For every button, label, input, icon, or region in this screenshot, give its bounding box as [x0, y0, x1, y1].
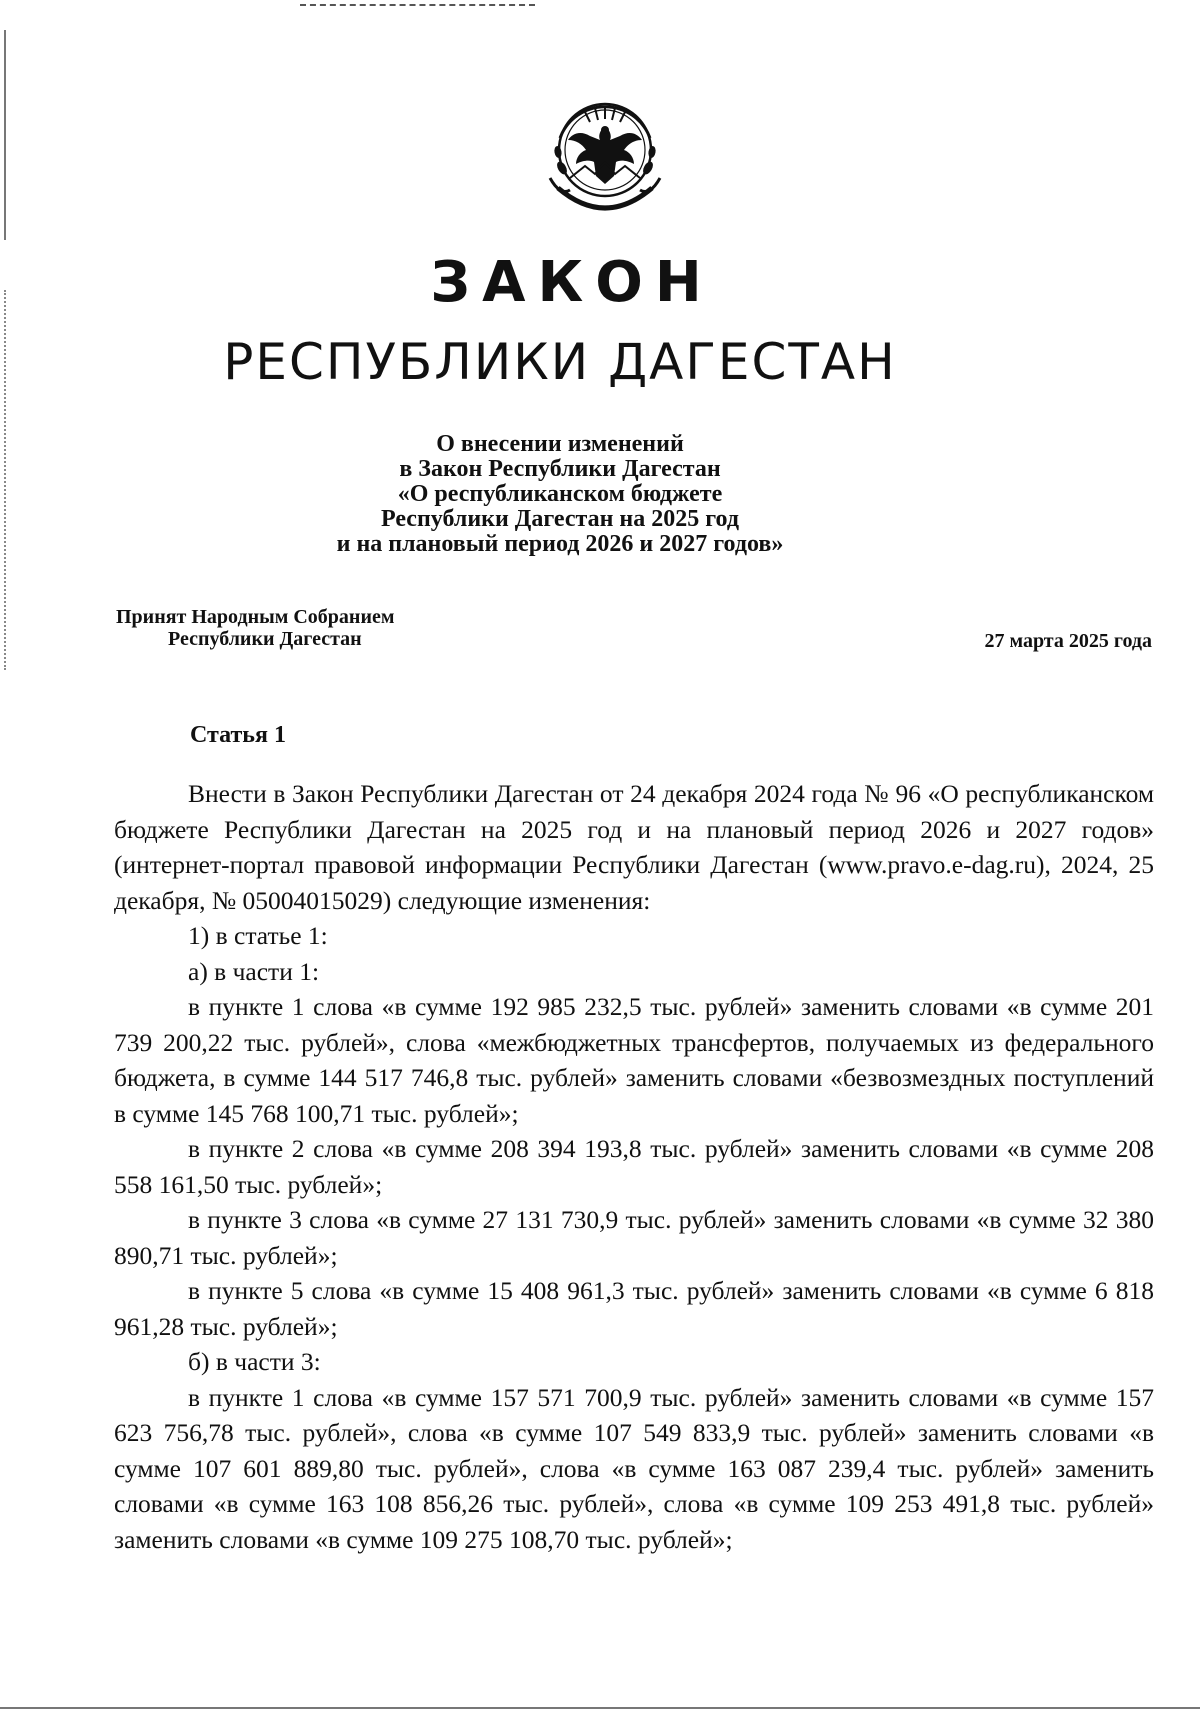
document-subtitle: РЕСПУБЛИКИ ДАГЕСТАН — [223, 333, 897, 391]
paragraph: в пункте 1 слова «в сумме 192 985 232,5 тыс. рублей» заменить словами «в сумме 201 739 200,22 тыс. рублей», слова «межбюджетных трансфертов, получаемых из федерального бюджета, в сумме 144 517 746,8 тыс. рублей» заменить словами «безвозмездных поступлений в сумме 145 768 100,71 тыс. рублей»; — [114, 992, 1154, 1128]
paragraph: а) в части 1: — [188, 956, 320, 986]
document-title: ЗАКОН — [430, 250, 714, 315]
heading-line: «О республиканском бюджете — [397, 481, 723, 507]
paragraph: в пункте 5 слова «в сумме 15 408 961,3 тыс. рублей» заменить словами «в сумме 6 818 961,28 тыс. рублей»; — [114, 1276, 1154, 1341]
article-title: Статья 1 — [190, 722, 286, 748]
heading-line: в Закон Республики Дагестан — [399, 456, 721, 482]
heading-line: Республики Дагестан на 2025 год — [381, 506, 739, 532]
heading-line: О внесении изменений — [436, 431, 684, 457]
paragraph: Внести в Закон Республики Дагестан от 24 декабря 2024 года № 96 «О республиканском бюджете Республики Дагестан на 2025 год и на плановый период 2026 и 2027 годов» (интернет-портал правовой информации Республики Дагестан (www.pravo.e-dag.ru), 2024, 25 декабря, № 05004015029) следующие изменения: — [114, 779, 1154, 915]
paragraph: 1) в статье 1: — [188, 921, 328, 950]
adopted-line-2: Республики Дагестан — [168, 628, 362, 650]
paragraph: в пункте 1 слова «в сумме 157 571 700,9 тыс. рублей» заменить словами «в сумме 157 623 756,78 тыс. рублей», слова «в сумме 107 549 833,9 тыс. рублей» заменить словами «в сумме 107 601 889,80 тыс. рублей», слова «в сумме 163 087 239,4 тыс. рублей» заменить словами «в сумме 163 108 856,26 тыс. рублей», слова «в сумме 109 253 491,8 тыс. рублей» заменить словами «в сумме 109 275 108,70 тыс. рублей»; — [114, 1382, 1154, 1554]
scan-edge-left — [4, 30, 6, 240]
paragraph: в пункте 2 слова «в сумме 208 394 193,8 тыс. рублей» заменить словами «в сумме 208 558 161,50 тыс. рублей»; — [114, 1134, 1154, 1199]
paragraph: в пункте 3 слова «в сумме 27 131 730,9 тыс. рублей» заменить словами «в сумме 32 380 890,71 тыс. рублей»; — [114, 1205, 1154, 1270]
paragraph: б) в части 3: — [188, 1347, 321, 1376]
law-heading — [0, 432, 1120, 557]
coat-of-arms-icon — [530, 78, 680, 228]
article-body — [114, 776, 1154, 1557]
adopted-by — [116, 606, 394, 650]
scan-edge-bottom — [0, 1707, 1200, 1709]
heading-line: и на плановый период 2026 и 2027 годов» — [336, 531, 784, 557]
scan-edge-top — [300, 4, 535, 6]
adoption-date: 27 марта 2025 года — [984, 630, 1152, 652]
adopted-line-1: Принят Народным Собранием — [116, 606, 395, 628]
